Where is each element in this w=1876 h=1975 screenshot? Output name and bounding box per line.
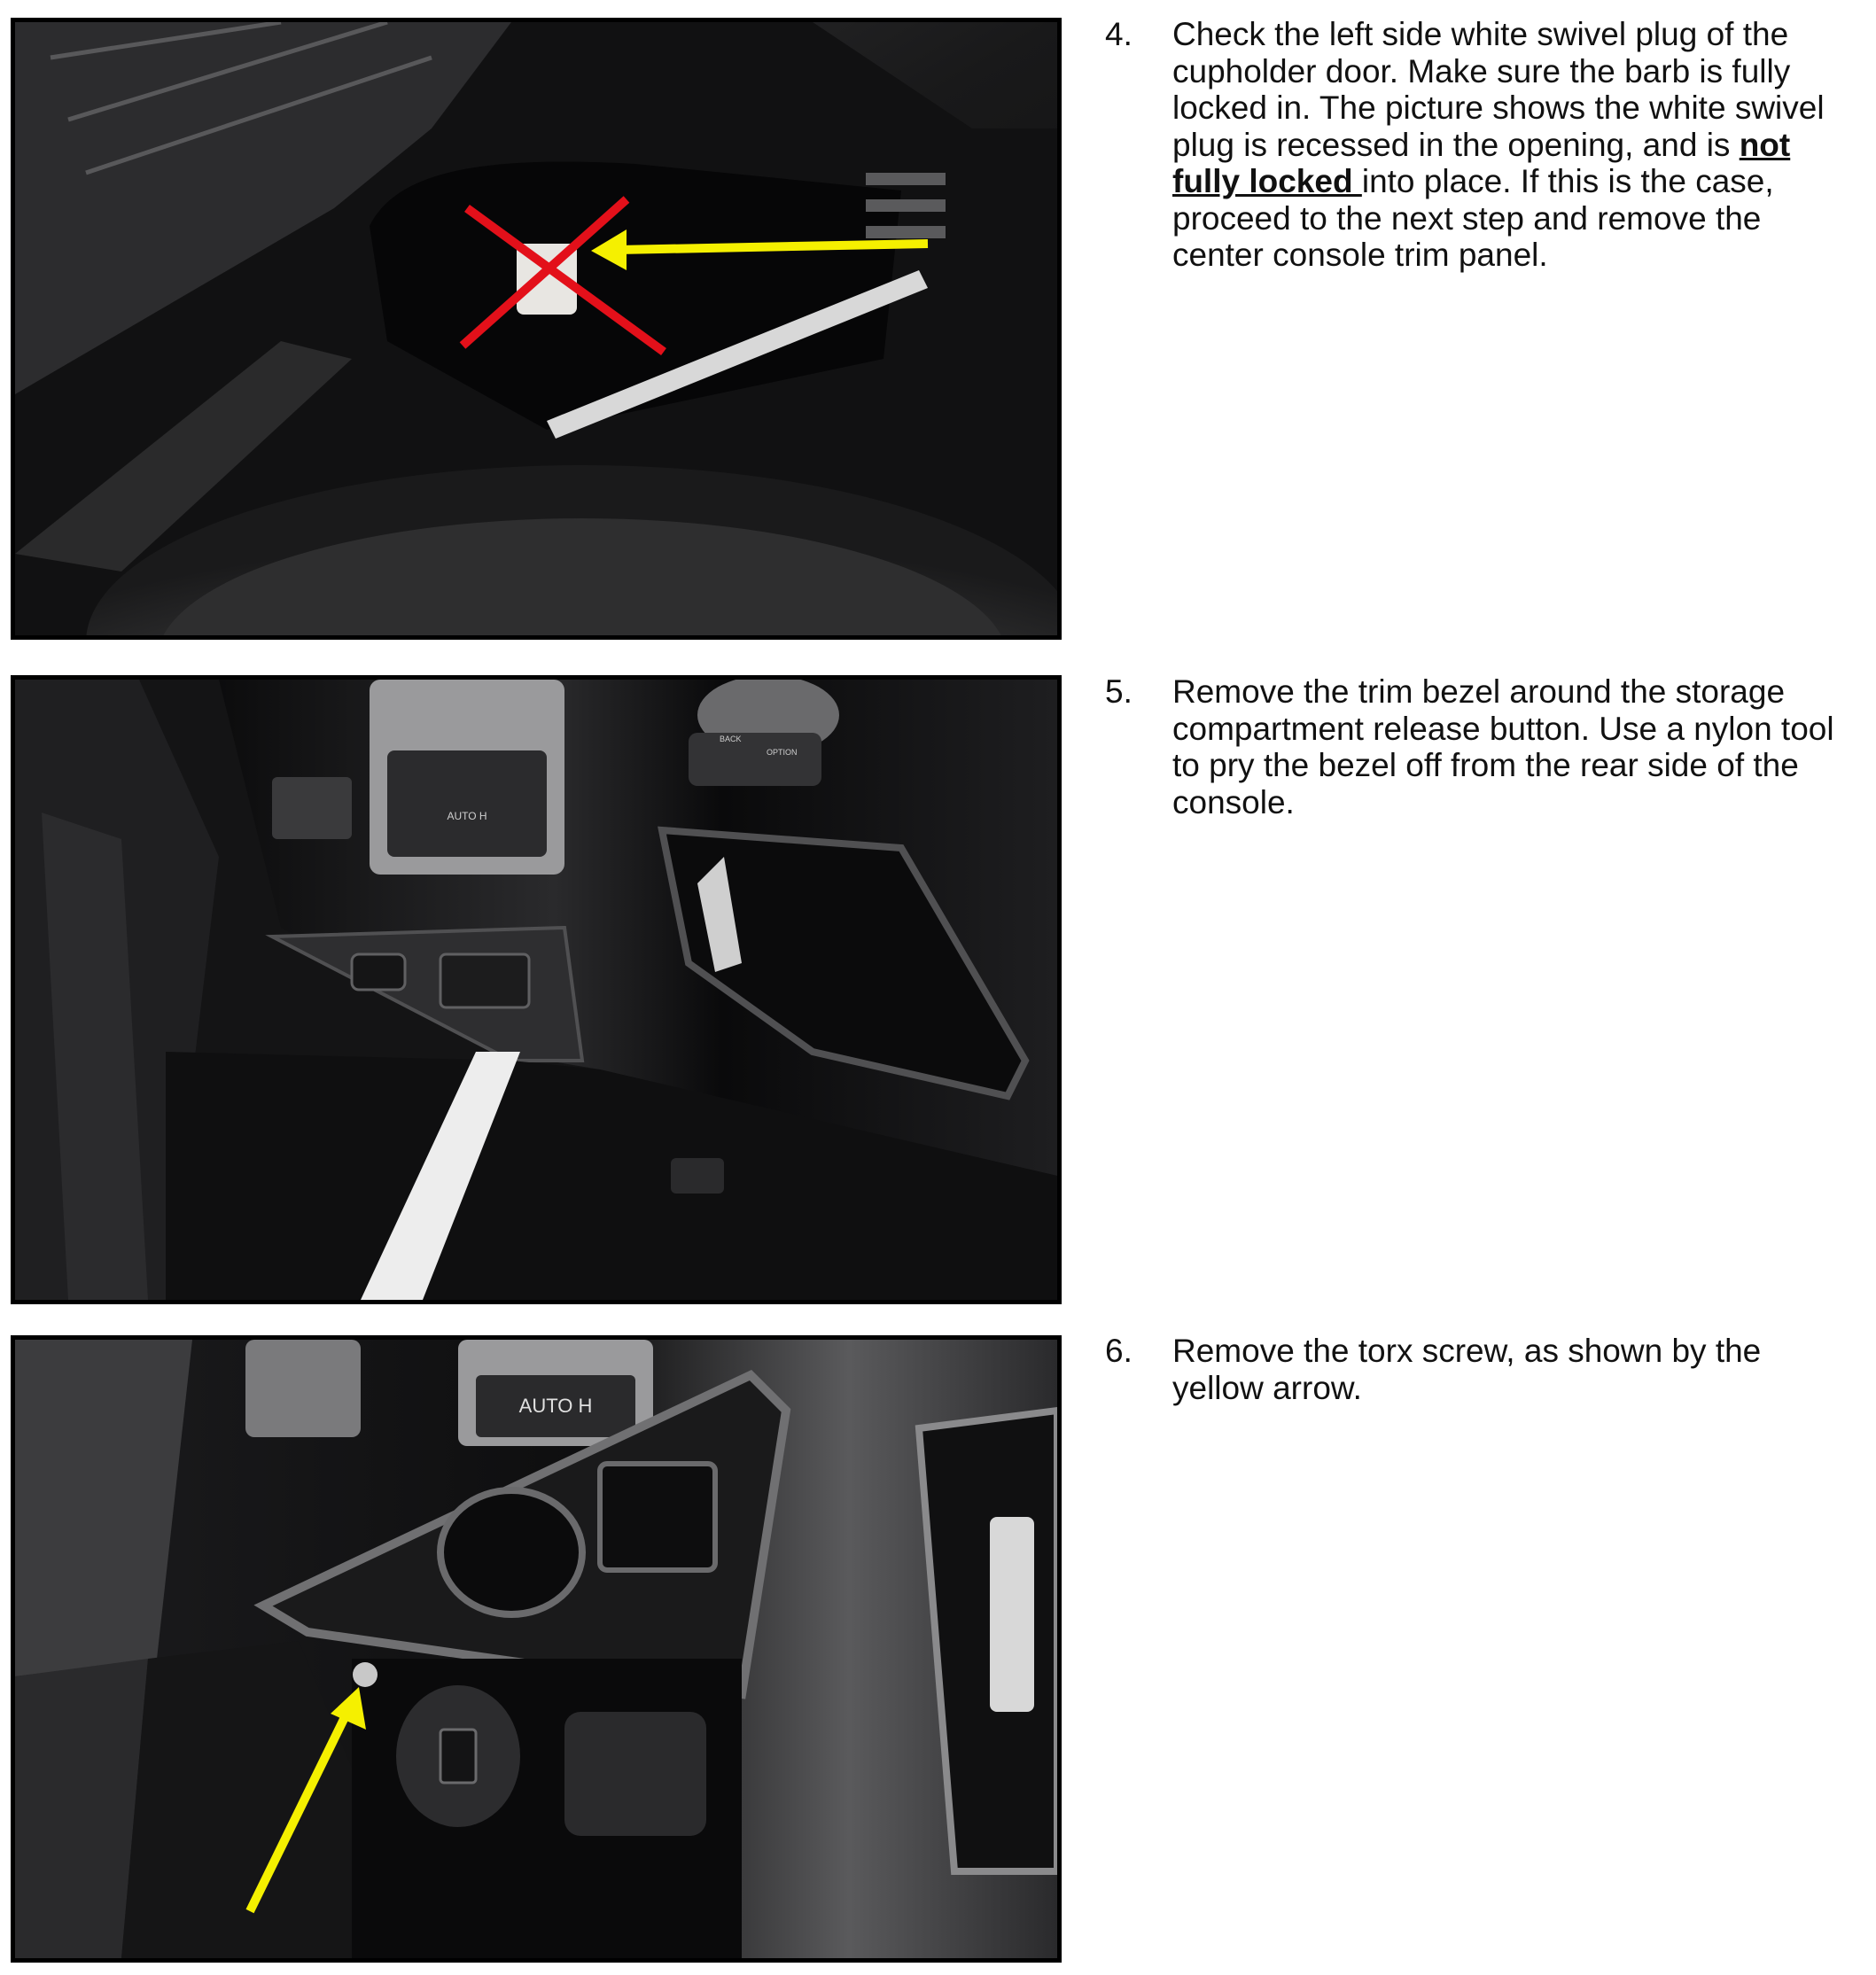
step-text-before: Check the left side white swivel plug of the cupholder door. Make sure the barb is fully locked in. The picture shows the white swivel plug is recessed in the opening, and is [1172,16,1825,163]
step-number: 4. [1105,16,1133,52]
step-number: 5. [1105,673,1133,710]
step-text: Remove the torx screw, as shown by the yellow arrow. [1172,1333,1762,1406]
auto-h-label: AUTO H [518,1395,593,1417]
step-number: 6. [1105,1333,1133,1369]
torx-screw-illustration [15,1340,1057,1958]
emphasis-not-fully-locked: not fully locked [1172,126,1791,199]
torx-screw [353,1662,378,1687]
swivel-plug-illustration [15,22,1057,635]
photo-swivel-plug [11,18,1062,640]
step-text [1172,16,1855,274]
step-text: Remove the trim bezel around the storage compartment release button. Use a nylon tool to pry the bezel off from the rear side of the console. [1172,673,1834,820]
photo-torx-screw [11,1335,1062,1963]
auto-h-label: AUTO H [447,810,487,822]
photo-trim-bezel [11,675,1062,1304]
back-label: BACK [720,735,742,743]
trim-bezel-illustration [15,680,1057,1300]
option-label: OPTION [767,748,798,757]
step-text-after: into place. If this is the case, proceed to the next step and remove the center console trim panel. [1172,163,1774,273]
